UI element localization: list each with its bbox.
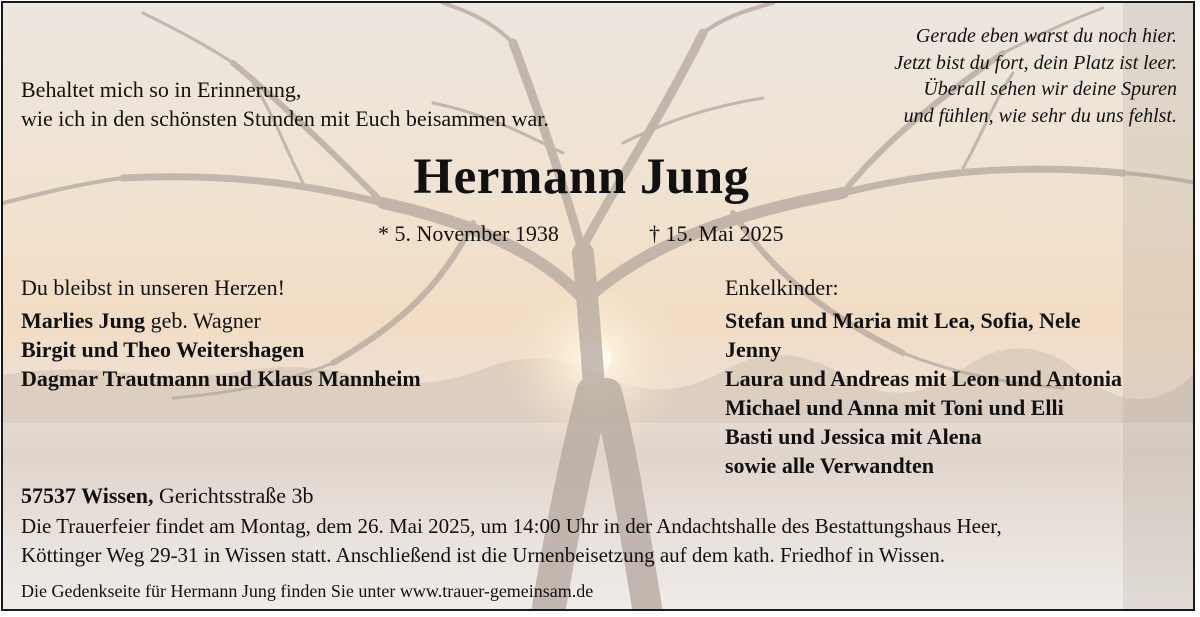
memorial-page-footer: Die Gedenkseite für Hermann Jung finden Sie unter www.trauer-gemeinsam.de bbox=[21, 581, 594, 601]
grandchild-line: Basti und Jessica mit Alena bbox=[725, 424, 982, 449]
funeral-ceremony-info bbox=[21, 512, 1002, 570]
widow-maiden-name: geb. Wagner bbox=[145, 308, 261, 333]
memorial-poem-right bbox=[894, 23, 1177, 129]
poem-line: Überall sehen wir deine Spuren bbox=[923, 78, 1177, 100]
poem-line: und fühlen, wie sehr du uns fehlst. bbox=[903, 104, 1177, 127]
grandchild-line: Jenny bbox=[725, 337, 782, 362]
mourners-heading: Du bleibst in unseren Herzen! bbox=[21, 275, 285, 300]
grandchild-line: Stefan und Maria mit Lea, Sofia, Nele bbox=[725, 308, 1081, 333]
family-address bbox=[21, 481, 314, 510]
memorial-quote-left bbox=[21, 75, 549, 133]
widow-name: Marlies Jung bbox=[21, 308, 146, 333]
quote-left-line: Behaltet mich so in Erinnerung, bbox=[21, 77, 302, 102]
mourners-list bbox=[21, 273, 421, 393]
quote-left-line: wie ich in den schönsten Stunden mit Euch beisammen war. bbox=[21, 106, 549, 131]
grandchild-line: sowie alle Verwandten bbox=[725, 453, 934, 478]
mourner-line: Dagmar Trautmann und Klaus Mannheim bbox=[21, 366, 421, 391]
mourner-widow bbox=[21, 306, 421, 335]
mourner-line: Birgit und Theo Weitershagen bbox=[21, 337, 305, 362]
death-date: † 15. Mai 2025 bbox=[649, 221, 784, 246]
obituary-notice bbox=[1, 1, 1195, 611]
poem-line: Gerade eben warst du noch hier. bbox=[915, 25, 1177, 47]
grandchildren-list bbox=[725, 273, 1122, 480]
ceremony-line: Köttinger Weg 29-31 in Wissen statt. Anschließend ist die Urnenbeisetzung auf dem kath. Friedhof in Wissen. bbox=[21, 543, 945, 567]
address-street: Gerichtsstraße 3b bbox=[153, 483, 314, 508]
grandchild-line: Laura und Andreas mit Leon und Antonia bbox=[725, 366, 1122, 391]
grandchild-line: Michael und Anna mit Toni und Elli bbox=[725, 395, 1064, 420]
address-city: 57537 Wissen, bbox=[21, 483, 154, 508]
deceased-name: Hermann Jung bbox=[413, 149, 750, 205]
ceremony-line: Die Trauerfeier findet am Montag, dem 26. Mai 2025, um 14:00 Uhr in der Andachtshalle des Bestattungshaus Heer, bbox=[21, 514, 1002, 538]
birth-date: * 5. November 1938 bbox=[378, 221, 559, 246]
poem-line: Jetzt bist du fort, dein Platz ist leer. bbox=[894, 51, 1177, 74]
grandchildren-heading: Enkelkinder: bbox=[725, 275, 839, 300]
